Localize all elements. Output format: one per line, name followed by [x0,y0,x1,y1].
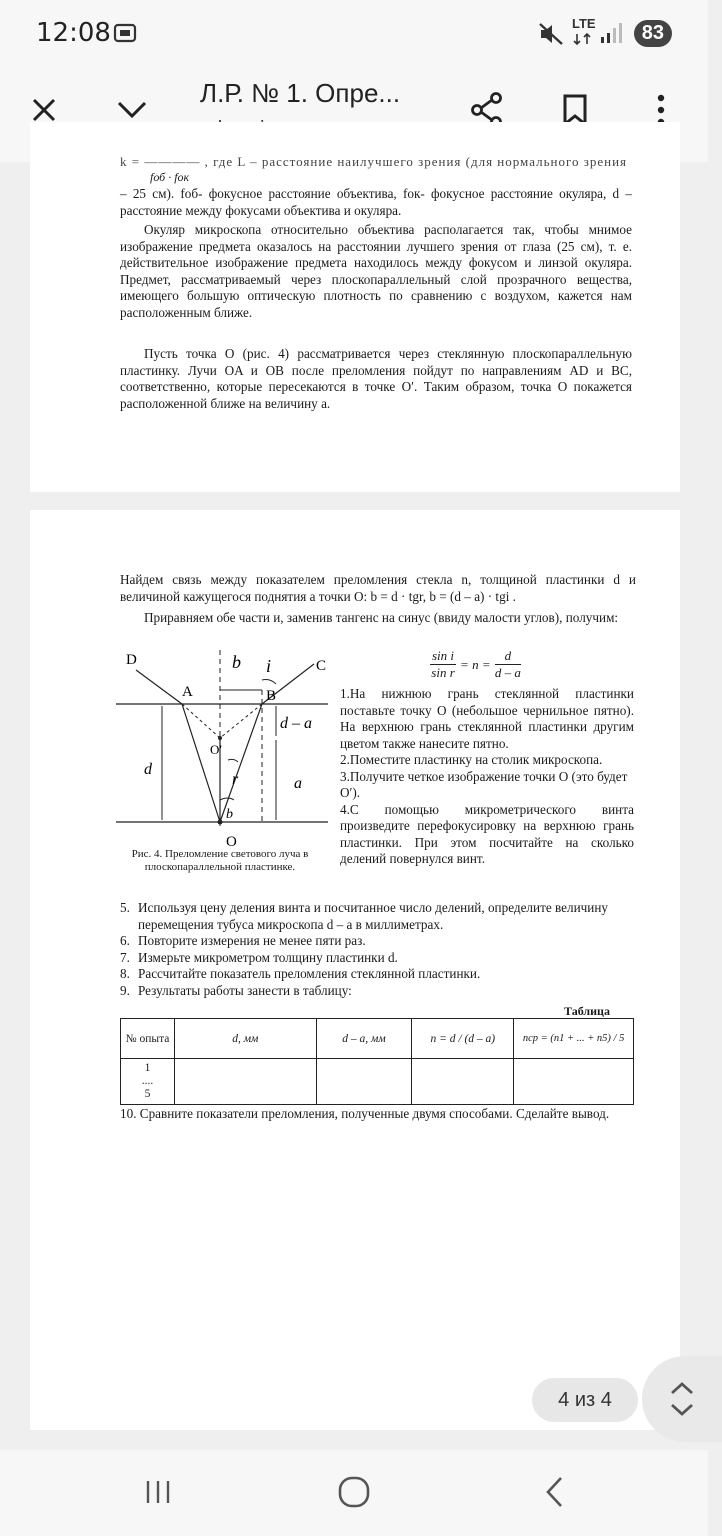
figure-label: b [226,807,233,822]
table-cell [412,1059,514,1105]
figure-label: A [182,684,193,700]
figure-label: B [266,688,277,704]
table-caption: Таблица [564,1004,610,1018]
steps-right [340,686,634,868]
results-table [120,1018,634,1105]
back-icon[interactable] [534,1472,574,1512]
refraction-formula [430,648,521,681]
formula-lhs-denominator: sin r [431,665,455,680]
figure-label: b [232,652,241,672]
step-item: 9. Результаты работы занести в таблицу: [120,982,352,998]
formula-fragment: fоб · fок [150,170,190,184]
figure-label: D [126,652,137,668]
status-time: 12:08 [36,18,111,48]
paragraph: Приравняем обе части и, заменив тангенс на синус (ввиду малости углов), получим: [144,610,619,625]
formula-rhs-numerator: d [495,648,522,665]
data-arrows-icon [572,32,594,50]
page-indicator: 4 из 4 [532,1378,638,1422]
formula-lhs-numerator: sin i [432,648,455,663]
network-type: LTE [572,16,596,31]
table-cell [174,1059,316,1105]
screenshot-notification-icon [112,20,138,51]
refraction-diagram [116,650,344,850]
table-cell [316,1059,412,1105]
paragraph: Окуляр микроскопа относительно объектива располагается так, чтобы мнимое изображение предмета оказалось на расстоянии лучшего зрения от глаза (25 см), т. е. действительное изображение предмета находилось между фокусом и линзой окуляра. Предмет, рассматриваемый через плоскопараллельный слой прозрачного вещества, имеющего большую оптическую плотность по сравнению с воздухом, кажется нам расположенным ближе. [120,222,632,320]
home-icon[interactable] [334,1472,374,1512]
status-bar [0,0,708,70]
table-row [121,1059,634,1105]
table-header: d, мм [174,1019,316,1059]
figure-label: d – a [280,715,312,732]
step-item: 5. Используя цену деления винта и посчитанное число делений, определите величину перемещения тубуса микроскопа d – a в миллиметрах. [120,900,608,932]
ray-OB [220,704,262,822]
table-header-row [121,1019,634,1059]
figure-label: O [226,834,237,850]
figure-label: C [316,658,327,674]
ray-AD [136,670,182,704]
recent-apps-icon[interactable] [138,1472,178,1512]
figure-caption: Рис. 4. Преломление светового луча в плоскопараллельной пластинке. [131,848,309,873]
table-header: n = d / (d – a) [412,1019,514,1059]
step-item: 8. Рассчитайте показатель преломления стеклянной пластинки. [120,966,481,981]
scroll-arrows-icon [668,1380,696,1418]
formula-middle: = n = [460,656,491,672]
pdf-page-3: k = ———— , где L – расстояние наилучшего зрения (для нормального зрения fоб · fок – 25 см). fоб- фокусное расстояние объектива, fок- фокусное расстояние окуляра, d – расстояние между фокусами объектива и окуляра. Окуляр микроскопа относительно объектива располагается так, чтобы мнимое изображение предмета оказалось на расстоянии лучшего зрения от глаза (25 см), т. е. действительное изображение предмета находилось между фокусом и линзой окуляра. Предмет, рассматриваемый через плоскопараллельный слой прозрачного вещества, имеющего большую оптическую плотность по сравнению с воздухом, кажется нам расположенным ближе. Пусть точка O (рис. 4) рассматривается через стеклянную плоскопараллельную пластинку. Лучи OA и OB после преломления пойдут по направлениям AD и BC, соответственно, которые пересекаются в точке O′. Таким образом, точка O покажется расположенной ближе на величину a. [30,122,680,492]
system-nav-bar [0,1450,708,1536]
step-item: 4.С помощью микрометрического винта произведите перефокусировку на верхнюю грань пластинки. При этом посчитайте на сколько делений повернулся винт. [340,801,634,866]
steps-list [120,900,636,999]
step-10: 10. Сравните показатели преломления, полученные двумя способами. Сделайте вывод. [120,1106,610,1121]
table-header: nср = (n1 + ... + n5) / 5 [514,1019,634,1059]
table-header: № опыта [121,1019,175,1059]
signal-icon [600,22,624,49]
step-item: 7. Измерьте микрометром толщину пластинки d. [120,949,398,965]
figure-label: i [266,656,272,676]
mute-icon [538,22,564,51]
page-title: Л.Р. № 1. Опре... [200,78,401,108]
table-cell [514,1059,634,1105]
paragraph: Пусть точка O (рис. 4) рассматривается через стеклянную плоскопараллельную пластинку. Лучи OA и OB после преломления пойдут по направлениям AD и BC, соответственно, которые пересекаются в точке O′. Таким образом, точка O покажется расположенной ближе на величину a. [120,346,632,411]
step-item: 2.Поместите пластинку на столик микроскопа. [340,752,603,767]
figure-label: r [232,771,239,788]
row-labels: 1 .... 5 [121,1059,175,1105]
paragraph: – 25 см). fоб- фокусное расстояние объектива, fок- фокусное расстояние окуляра, d – расстояние между фокусами объектива и окуляра. [120,186,632,218]
step-item: 1.На нижнюю грань стеклянной пластинки поставьте точку O (небольшое чернильное пятно). На верхнюю грань стеклянной пластинки другим цветом также нанесите пятно. [340,686,634,751]
pdf-viewer[interactable] [0,154,708,1450]
step-item: 6. Повторите измерения не менее пяти раз. [120,933,366,948]
battery-level: 83 [634,20,672,47]
paragraph: Найдем связь между показателем преломления стекла n, толщиной пластинки d и величиной кажущегося поднятия a точки O: b = d · tgr, b = (d – a) · tgi . [120,572,636,604]
figure-label: a [294,775,302,792]
pdf-page-4 [30,510,680,1430]
ray-OA [182,704,223,822]
table-header: d – a, мм [316,1019,412,1059]
figure-label: d [144,761,152,778]
formula-rhs-denominator: d – a [494,665,521,680]
step-item: 3.Получите четкое изображение точки O (это будет O′). [340,768,628,800]
figure-label: O′ [210,742,223,757]
page-scroller[interactable] [642,1356,722,1442]
